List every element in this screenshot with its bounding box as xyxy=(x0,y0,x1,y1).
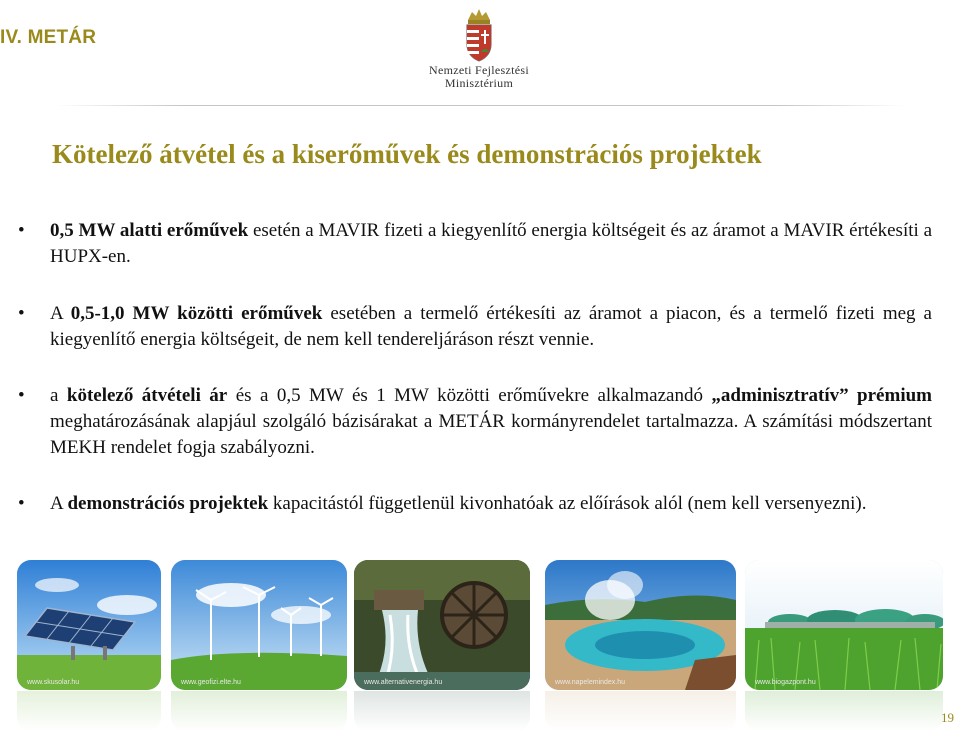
wind-turbine-photo xyxy=(171,560,347,690)
photo-reflection xyxy=(171,691,347,731)
photo-reflection xyxy=(354,691,530,731)
bullet-bold: 0,5 MW alatti erőművek xyxy=(50,220,249,241)
header-divider xyxy=(55,105,905,106)
bullet-bold: demonstrációs projektek xyxy=(67,493,269,514)
coat-of-arms-icon xyxy=(462,6,496,64)
logo-line-2: Minisztérium xyxy=(444,76,514,90)
photo-reflection xyxy=(17,691,161,731)
section-label: IV. METÁR xyxy=(0,27,97,48)
bullet-bold: kötelező átvételi ár xyxy=(66,385,228,406)
waterwheel-photo xyxy=(354,560,530,690)
bullet-text: esetén a MAVIR fizeti a kiegyenlítő energia költségeit és az áramot a MAVIR értékesíti a HUPX-en. xyxy=(50,220,933,267)
photo-caption: www.biogazpont.hu xyxy=(755,679,816,686)
bullet-text-2: meghatározásának alapjául szolgáló bázisárakat a METÁR kormányrendelet tartalmazza. A számítási módszertant MEKH rendelet fogja szabályozni. xyxy=(50,411,932,458)
solar-panel-photo xyxy=(17,560,161,690)
bullet-item xyxy=(18,301,932,353)
biogas-plant-photo xyxy=(745,560,943,690)
bullet-item xyxy=(18,383,932,461)
bullet-text: és a 0,5 MW és 1 MW közötti erőművekre alkalmazandó xyxy=(227,385,712,406)
photo-reflection xyxy=(745,691,943,731)
bullet-bold: 0,5-1,0 MW közötti erőművek xyxy=(70,303,323,324)
bullet-text: esetében a termelő értékesíti az áramot a piacon, és a termelő fizeti meg a kiegyenlítő energia költségeit, de nem kell tendereljáráson részt vennie. xyxy=(50,303,932,350)
ministry-logo xyxy=(414,6,544,90)
photo-caption: www.skusolar.hu xyxy=(27,679,80,686)
geothermal-photo xyxy=(545,560,736,690)
logo-line-1: Nemzeti Fejlesztési xyxy=(428,63,529,77)
bullet-item xyxy=(18,491,932,517)
photo-caption: www.napelemindex.hu xyxy=(555,679,626,686)
bullet-dot-icon: • xyxy=(18,493,25,514)
slide-title: Kötelező átvétel és a kiserőművek és demonstrációs projektek xyxy=(52,139,762,169)
bullet-lead: a xyxy=(50,385,67,406)
bullet-dot-icon: • xyxy=(18,303,25,324)
bullet-lead: A xyxy=(50,493,68,514)
photo-strip xyxy=(17,560,943,690)
page-number: 19 xyxy=(941,710,954,725)
bullet-text: kapacitástól függetlenül kivonhatóak az előírások alól (nem kell versenyezni). xyxy=(268,493,867,514)
bullet-dot-icon: • xyxy=(18,220,25,241)
photo-caption: www.geofizi.elte.hu xyxy=(181,679,241,686)
bullet-list xyxy=(18,218,932,517)
bullet-item xyxy=(18,218,932,270)
photo-reflection xyxy=(545,691,736,731)
bullet-bold-2: „adminisztratív” prémium xyxy=(711,385,932,406)
photo-caption: www.alternativenergia.hu xyxy=(364,679,443,686)
bullet-lead: A xyxy=(50,303,71,324)
bullet-dot-icon: • xyxy=(18,385,25,406)
